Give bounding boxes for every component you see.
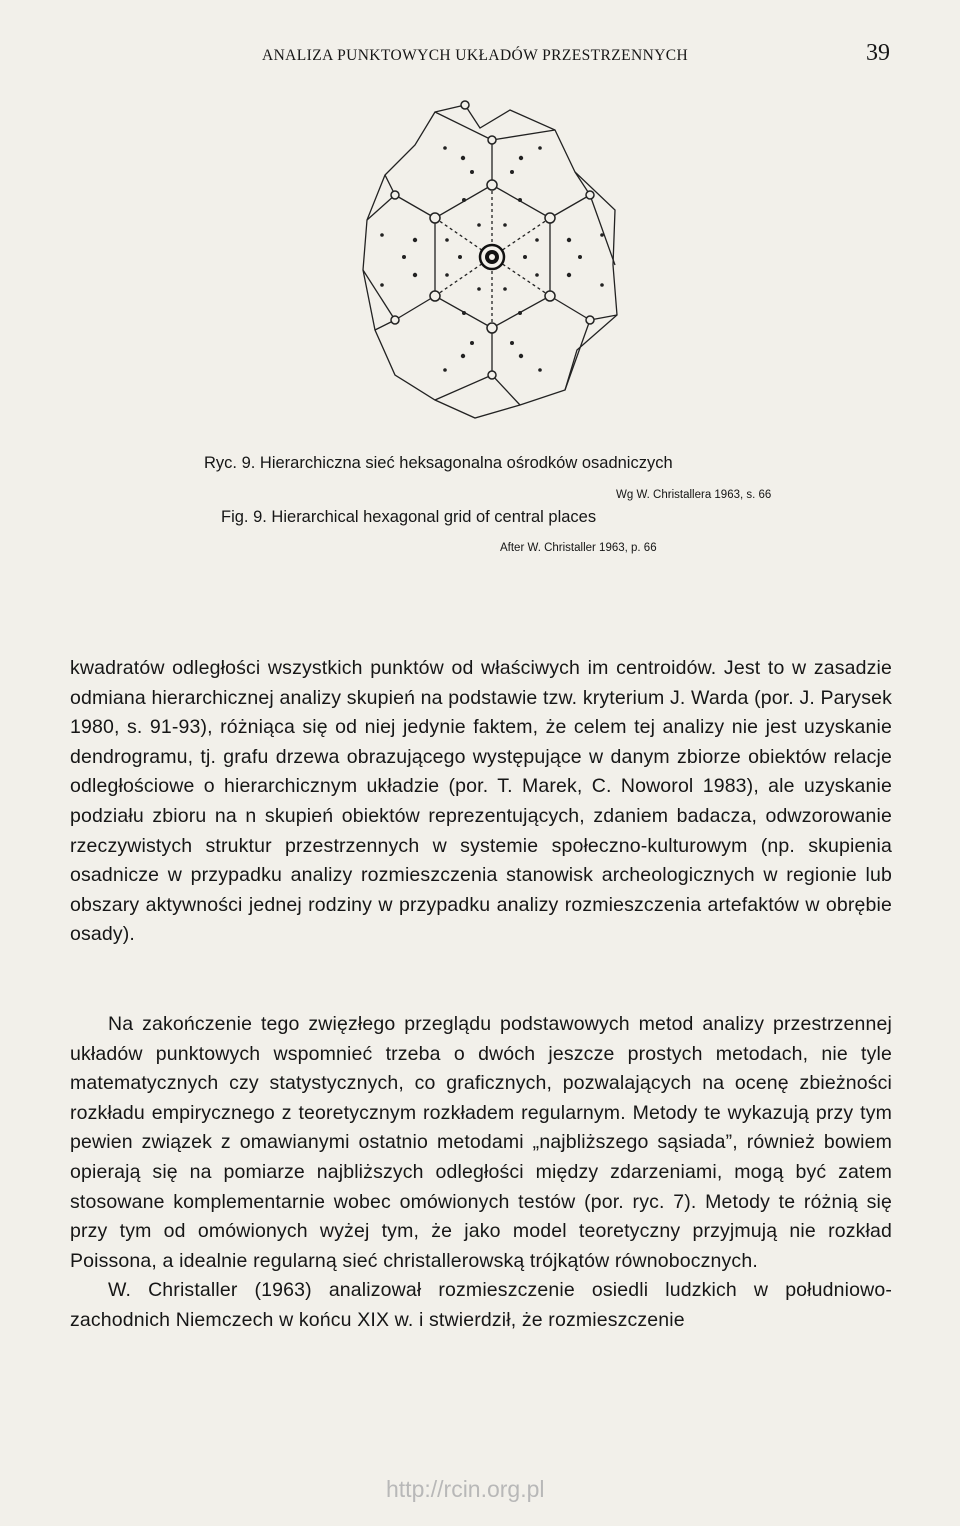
paragraph-2: Na zakończenie tego zwięzłego przeglądu podstawowych metod analizy przestrzennej układów punktowych wspomnieć trzeba o dwóch jeszcze prostych metodach, nie tyle matematycznych czy statystycznych, co graficznych, pozwalających na ocenę zbieżności rozkładu empirycznego z teoretycznym rozkładem regularnym. Metody te wykazują przy tym pewien związek z omawianymi ostatnio metodami „najbliższego sąsiada”, również bowiem opierają się na pomiarze najbliższych odległości między zdarzeniami, mogą być zatem stosowane komplementarnie wobec omówionych testów (por. ryc. 7). Metody te różnią się przy tym od omówionych wyżej tym, że jako model teoretyczny przyjmują nie rozkład Poissona, a idealnie regularną sieć christallerowską trójkątów równobocznych.: [70, 1013, 892, 1272]
source-watermark: http://rcin.org.pl: [386, 1476, 545, 1502]
running-header: ANALIZA PUNKTOWYCH UKŁADÓW PRZESTRZENNYCH: [262, 47, 689, 64]
body-text-section-1: [70, 654, 892, 950]
figure-source-en: After W. Christaller 1963, p. 66: [500, 542, 657, 554]
paragraph-1: kwadratów odległości wszystkich punktów od właściwych im centroidów. Jest to w zasadzie odmiana hierarchicznej analizy skupień na podstawie tzw. kryterium J. Warda (por. J. Parysek 1980, s. 91-93), różniąca się od niej jedynie faktem, że celem tej analizy nie jest uzyskanie dendrogramu, tj. grafu drzewa obrazującego występujące w danym zbiorze obiektów relacje odległościowe o hierarchicznym układzie (por. T. Marek, C. Noworol 1983), ale uzyskanie podziału zbioru na n skupień obiektów reprezentujących, zdaniem badacza, odwzorowanie rzeczywistych struktur przestrzennych w systemie społeczno-kulturowym (np. skupienia osadnicze w przypadku analizy rozmieszczenia stanowisk archeologicznych w regionie lub obszary aktywności jednej rodziny w przypadku analizy rozmieszczenia artefaktów w obrębie osady).: [70, 657, 892, 946]
figure-caption-pl: Ryc. 9. Hierarchiczna sieć heksagonalna ośrodków osadniczych: [204, 454, 673, 472]
figure-source-pl: Wg W. Christallera 1963, s. 66: [616, 489, 772, 501]
figure-caption-en: Fig. 9. Hierarchical hexagonal grid of central places: [221, 508, 597, 526]
paragraph-3: W. Christaller (1963) analizował rozmieszczenie osiedli ludzkich w południowo-zachodnich Niemczech w końcu XIX w. i stwierdził, że rozmieszczenie: [70, 1279, 892, 1331]
hexagonal-grid-figure: [355, 100, 630, 425]
page-number: 39: [866, 40, 890, 66]
body-text-section-2: [70, 1010, 892, 1336]
